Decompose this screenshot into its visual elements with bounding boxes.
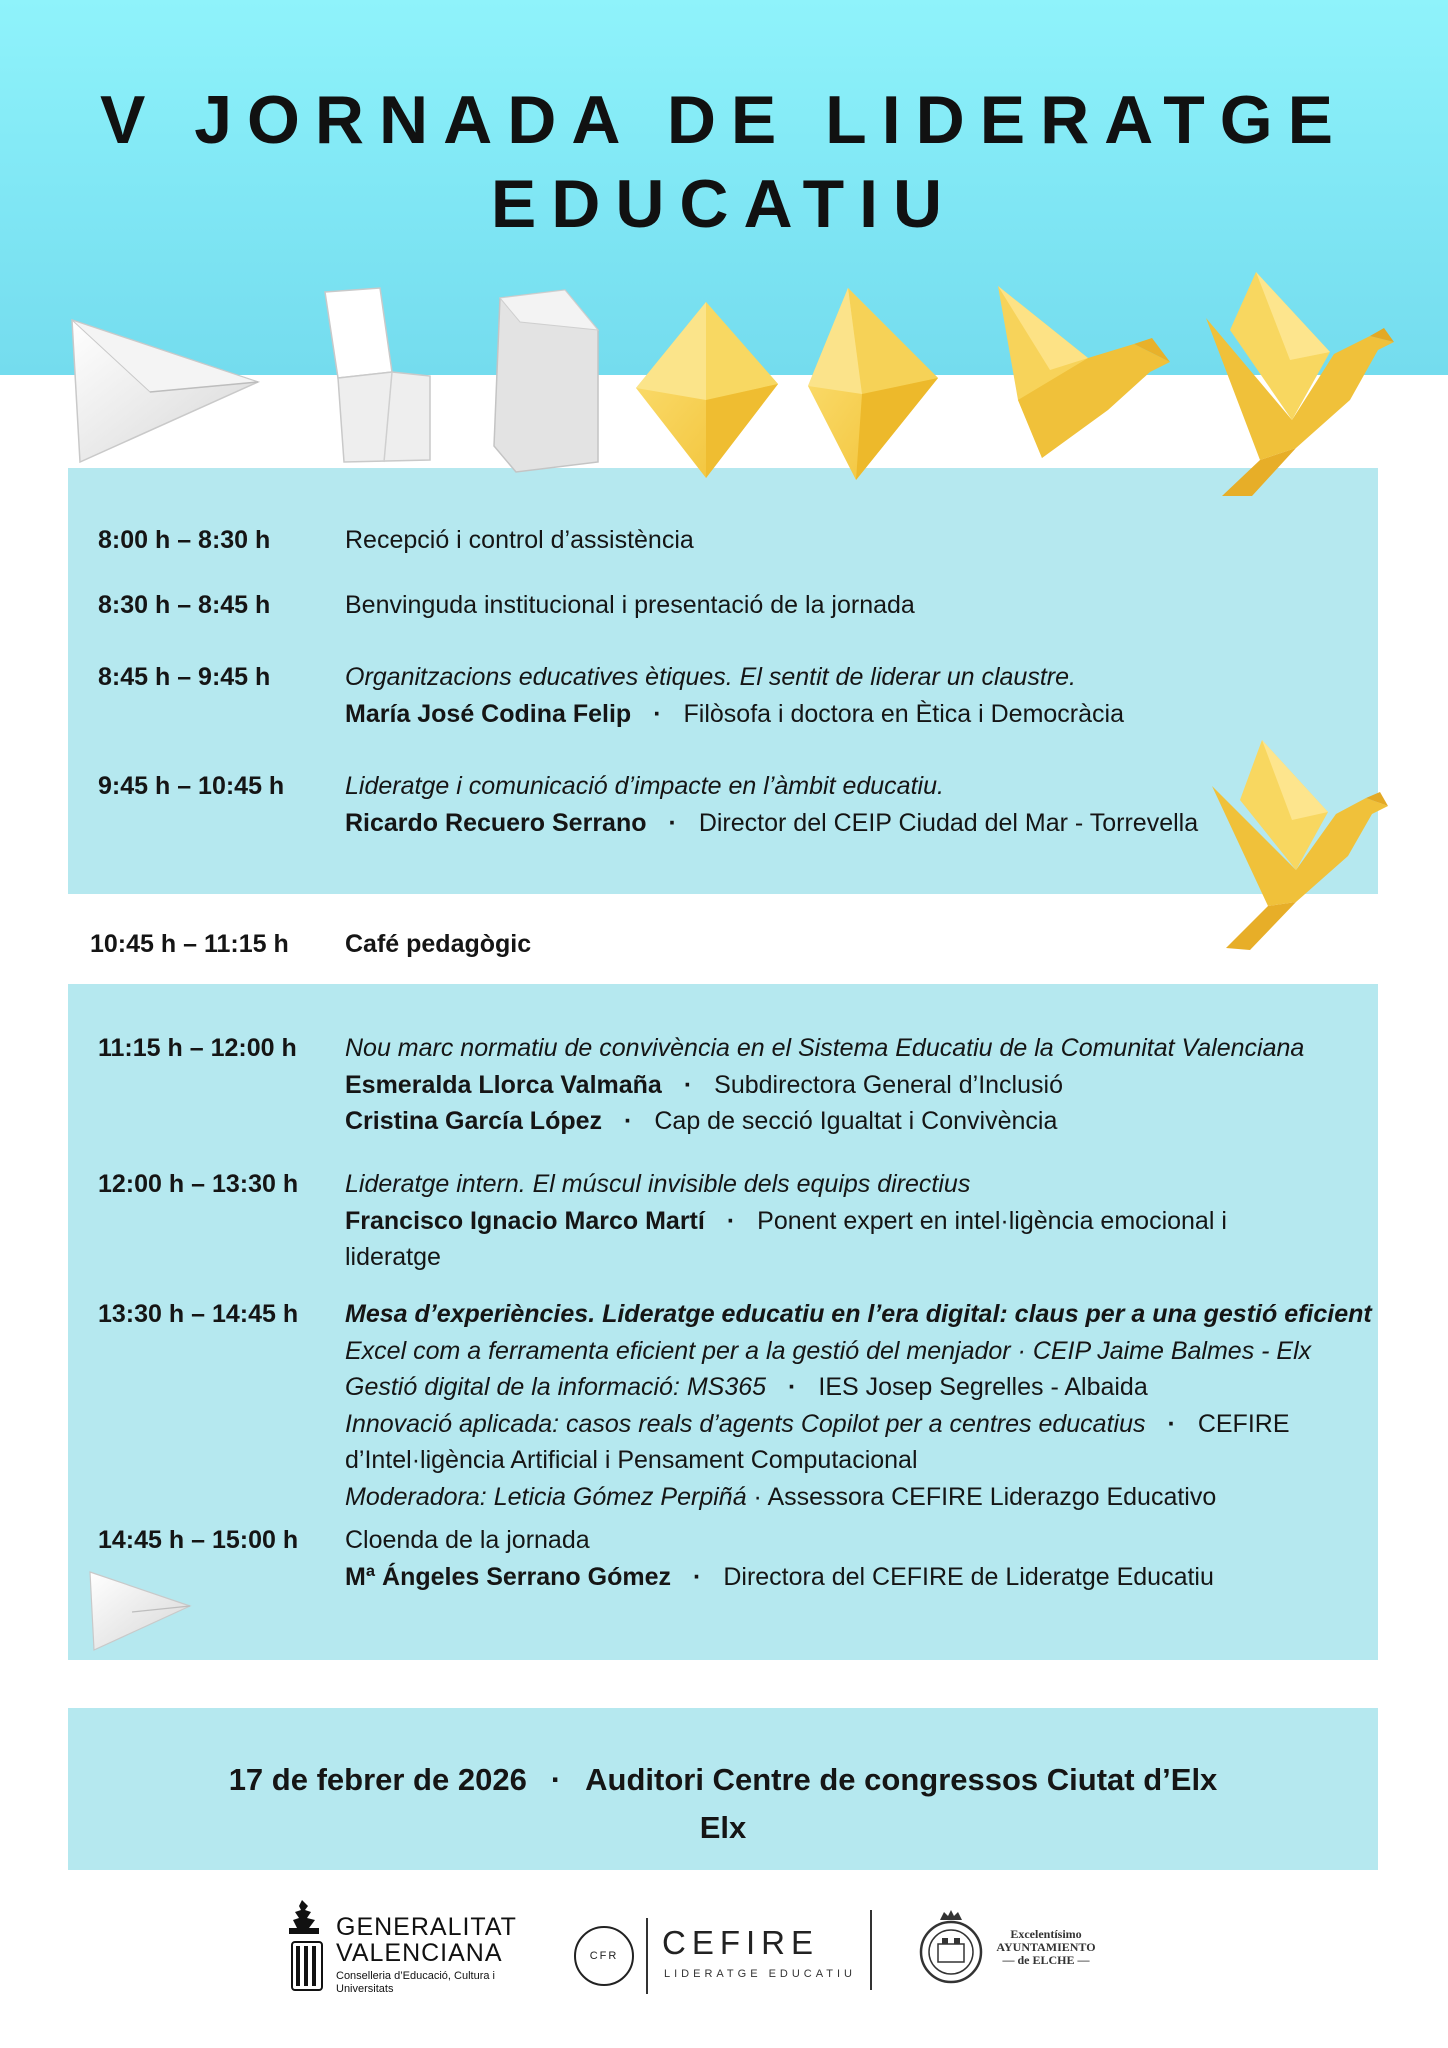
schedule-line [345,587,1305,624]
schedule-time: 12:00 h – 13:30 h [98,1170,299,1198]
schedule-text: IES Josep Segrelles - Albaida [818,1373,1148,1401]
schedule-time: 8:45 h – 9:45 h [98,663,271,691]
speaker-name: Esmeralda Llorca Valmaña [345,1070,662,1099]
schedule-line [345,1166,1305,1203]
speaker-name: María José Codina Felip [345,699,632,728]
cefire-subtitle: LIDERATGE EDUCATIU [664,1968,856,1980]
schedule-text: Mesa d’experiències. Lideratge educatiu en l’era digital: claus per a una gestió eficient [345,1300,1372,1328]
schedule-text: lideratge [345,1243,441,1271]
event-date-venue [68,1756,1378,1804]
speaker-name: Francisco Ignacio Marco Martí [345,1206,705,1235]
cefire-logo [574,1910,874,2000]
schedule-text: Organitzacions educatives ètiques. El sentit de liderar un claustre. [345,663,1076,691]
schedule-text: Benvinguda institucional i presentació de la jornada [345,591,915,619]
schedule-line [345,696,1305,733]
schedule-line [345,926,1305,963]
schedule-text: CEFIRE [1197,1409,1290,1438]
speaker-name: Cristina García López [345,1107,603,1135]
schedule-line [345,1067,1305,1104]
schedule-text: d’Intel·ligència Artificial i Pensament Computacional [345,1446,918,1474]
schedule-line [345,659,1305,696]
separator-dot: · [550,1762,562,1797]
schedule-time: 13:30 h – 14:45 h [98,1300,299,1328]
schedule-text: Subdirectora General d’Inclusió [714,1070,1063,1099]
page-title [0,78,1448,246]
separator-dot: · [726,1206,736,1235]
schedule-text: · Assessora CEFIRE Liderazgo Educativo [746,1482,1217,1511]
title-line-1: V JORNADA DE LIDERATGE [99,82,1349,158]
ayuntamiento-line3: — de ELCHE — [1002,1953,1090,1967]
schedule-content [345,1030,1305,1140]
schedule-content [345,522,1305,559]
schedule-content [345,768,1305,841]
schedule-line [345,768,1305,805]
schedule-time: 14:45 h – 15:00 h [98,1526,299,1554]
schedule-time: 10:45 h – 11:15 h [90,930,289,958]
generalitat-subtitle: Conselleria d’Educació, Cultura i Universitats [336,1970,495,1995]
schedule-text: Nou marc normatiu de convivència en el Sistema Educatiu de la Comunitat Valenciana [345,1034,1305,1062]
schedule-line [345,522,1305,559]
logo-divider [870,1910,872,1990]
cfr-badge: CFR [574,1926,634,1986]
schedule-content [345,926,1305,963]
schedule-content [345,1296,1372,1515]
separator-dot: · [653,699,662,728]
schedule-text: Innovació aplicada: casos reals d’agents Copilot per a centres educatius [345,1409,1146,1438]
schedule-line [345,1333,1312,1370]
schedule-text: Excel com a ferramenta eficient per a la gestió del menjador · CEIP Jaime Balmes - Elx [345,1336,1312,1365]
generalitat-logo [288,1898,528,2008]
event-city: Elx [699,1810,747,1845]
schedule-text: Lideratge intern. El múscul invisible dels equips directius [345,1170,971,1198]
schedule-text: Ponent expert en intel·ligència emocional i [757,1206,1227,1235]
schedule-time: 8:00 h – 8:30 h [98,526,271,554]
schedule-text: Lideratge i comunicació d’impacte en l’àmbit educatiu. [345,772,944,800]
schedule-line [345,1030,1305,1067]
ayuntamiento-logo [918,1904,1118,1994]
schedule-line [345,1559,1305,1596]
schedule-content [345,1166,1305,1276]
separator-dot: · [788,1373,797,1401]
separator-dot: · [668,808,677,837]
schedule-line [345,1522,1305,1559]
schedule-text: Moderadora: Leticia Gómez Perpiñá [345,1482,747,1511]
schedule-text: Cap de secció Igualtat i Convivència [654,1107,1058,1135]
event-date: 17 de febrer de 2026 [228,1762,527,1797]
ayuntamiento-line1: Excelentísimo [1010,1927,1082,1941]
schedule-line [345,1369,1305,1406]
schedule-text: Recepció i control d’assistència [345,526,694,554]
title-line-2: EDUCATIU [490,166,958,242]
schedule-time: 9:45 h – 10:45 h [98,772,285,800]
speaker-name: Ricardo Recuero Serrano [345,808,647,837]
speaker-name: Mª Ángeles Serrano Gómez [345,1562,672,1591]
schedule-line [345,1406,1305,1443]
schedule-content [345,587,1305,624]
cefire-divider [646,1918,648,1994]
schedule-text: Filòsofa i doctora en Ètica i Democràcia [683,699,1124,728]
elche-seal-icon [918,1908,984,1990]
generalitat-line1: GENERALITAT [336,1913,517,1941]
separator-dot: · [1167,1409,1176,1438]
sponsor-logos [0,1890,1448,2020]
schedule-line [345,1442,1305,1479]
schedule-line [345,1296,1372,1333]
schedule-text: Directora del CEFIRE de Lideratge Educatiu [723,1562,1214,1591]
schedule-line [345,1479,1305,1516]
ayuntamiento-line2: AYUNTAMIENTO [996,1940,1096,1954]
generalitat-line2: VALENCIANA [336,1939,503,1967]
event-info [68,1756,1378,1852]
generalitat-crest-icon [288,1898,328,2002]
ayuntamiento-text [988,1928,1104,1967]
schedule-line [345,1103,1305,1140]
event-venue: Auditori Centre de congressos Ciutat d’Elx [585,1762,1218,1797]
generalitat-text [336,1914,536,1996]
separator-dot: · [683,1070,693,1099]
separator-dot: · [624,1107,633,1135]
schedule-text: Gestió digital de la informació: MS365 [345,1373,767,1401]
schedule-text: Cloenda de la jornada [345,1526,590,1554]
schedule-content [345,1522,1305,1595]
schedule-text: Director del CEIP Ciudad del Mar - Torrevella [698,808,1199,837]
schedule-content [345,659,1305,732]
schedule-time: 11:15 h – 12:00 h [98,1034,297,1062]
schedule-line [345,1239,1305,1276]
schedule-line [345,1203,1305,1240]
speaker-name: Café pedagògic [345,930,532,958]
schedule-time: 8:30 h – 8:45 h [98,591,271,619]
cefire-name: CEFIRE [662,1924,820,1961]
schedule-line [345,805,1305,842]
separator-dot: · [693,1562,702,1591]
